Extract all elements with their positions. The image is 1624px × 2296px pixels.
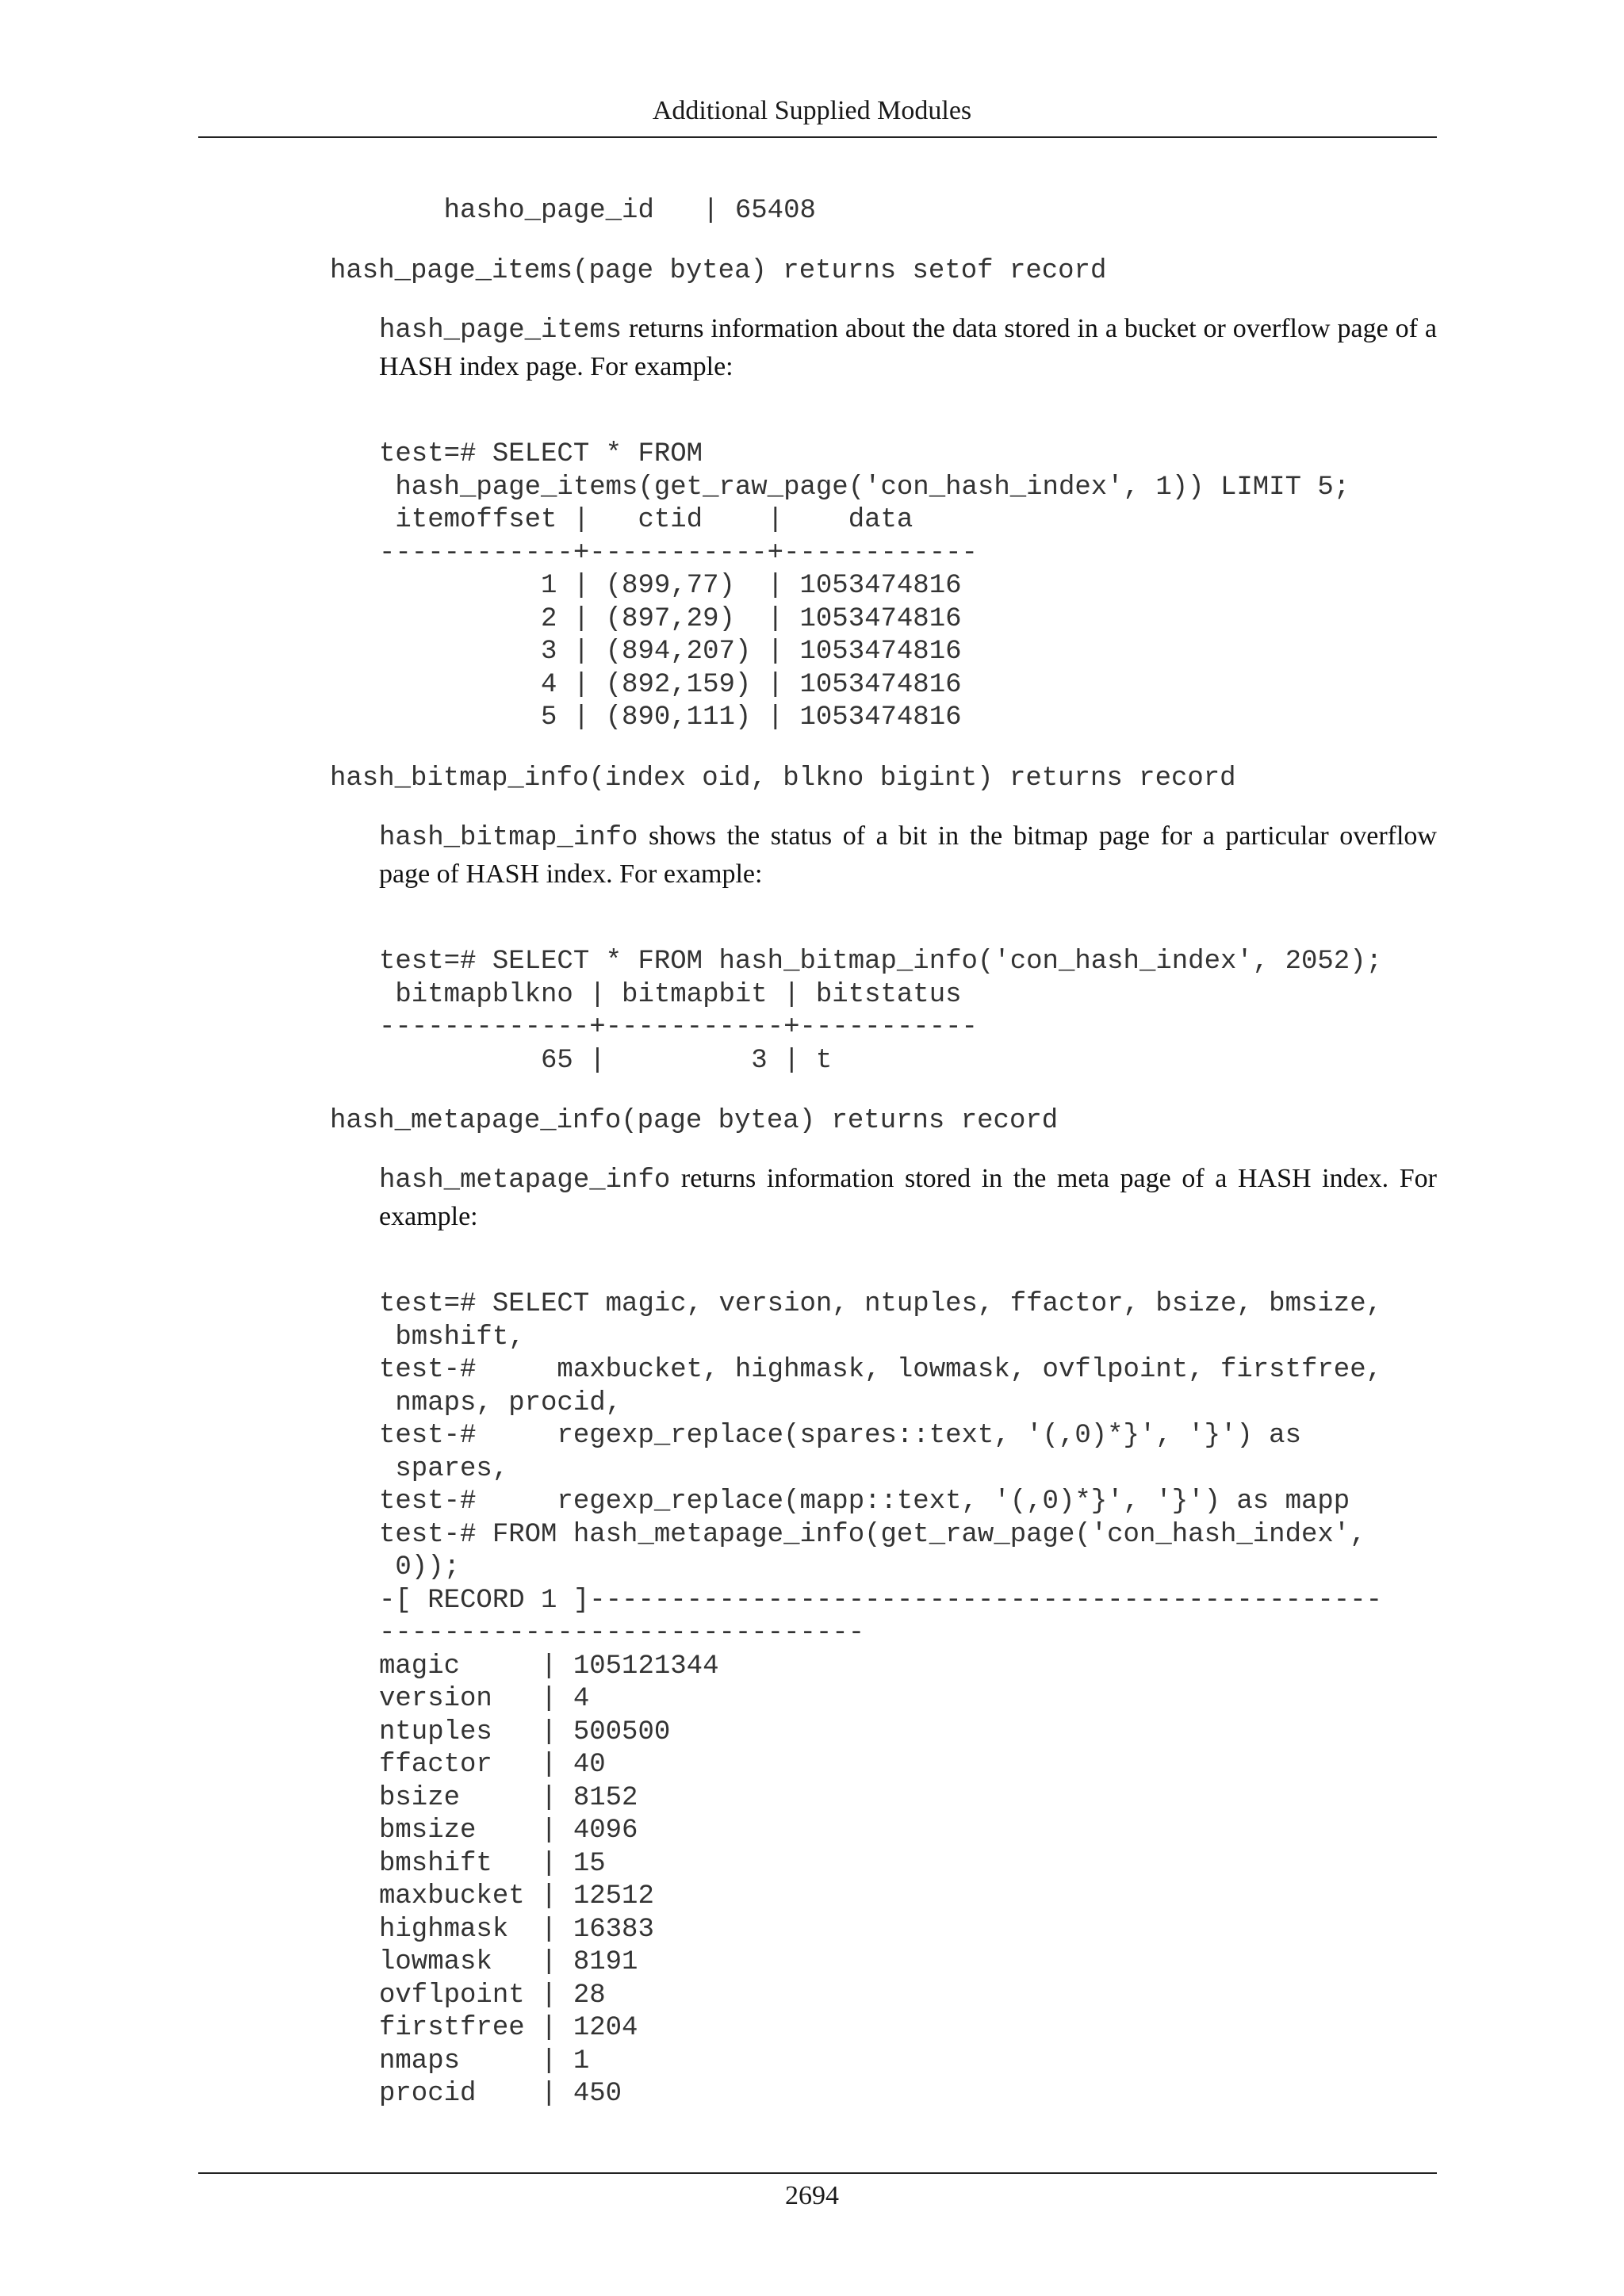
code-line: 65 | 3 | t (379, 1045, 833, 1076)
running-header: Additional Supplied Modules (652, 96, 972, 125)
code-line: hash_page_items(get_raw_page('con_hash_index', 1)) LIMIT 5; (379, 472, 1350, 503)
code-line: 2 | (897,29) | 1053474816 (379, 603, 962, 634)
code-line: magic | 105121344 (379, 1651, 719, 1682)
code-line: -------------+-----------+----------- (379, 1012, 978, 1043)
code-line: nmaps | 1 (379, 2045, 590, 2076)
code-line: test=# SELECT * FROM (379, 439, 703, 469)
code-line: ntuples | 500500 (379, 1716, 671, 1747)
code-line: itemoffset | ctid | data (379, 505, 914, 535)
example-hash-bitmap-info (379, 946, 1442, 1077)
code-line: 0)); (379, 1552, 461, 1582)
inline-code: hash_page_items (379, 316, 622, 346)
code-line: test-# regexp_replace(spares::text, '(,0)*}', '}') as (379, 1421, 1301, 1451)
code-line: test-# regexp_replace(mapp::text, '(,0)*}', '}') as mapp (379, 1487, 1350, 1517)
code-line: lowmask | 8191 (379, 1947, 638, 1977)
code-line: firstfree | 1204 (379, 2013, 638, 2043)
code-line: hasho_page_id | 65408 (379, 196, 816, 226)
description-hash-bitmap-info (379, 818, 1437, 893)
top-output-block (379, 195, 1442, 228)
code-line: ovflpoint | 28 (379, 1980, 606, 2011)
example-hash-metapage-info (379, 1288, 1442, 2111)
inline-code: hash_metapage_info (379, 1165, 671, 1196)
code-line: ------------+-----------+------------ (379, 538, 978, 568)
code-line: spares, (379, 1453, 509, 1484)
code-line: bitmapblkno | bitmapbit | bitstatus (379, 979, 962, 1010)
example-hash-page-items (379, 438, 1442, 735)
code-line: ------------------------------ (379, 1618, 865, 1648)
description-text: returns information about the data stored in a bucket or overflow page of a HASH index page. For example: (379, 314, 1437, 381)
page-number: 2694 (785, 2181, 839, 2210)
code-line: maxbucket | 12512 (379, 1881, 654, 1911)
function-signature-hash-page-items: hash_page_items(page bytea) returns setof record (330, 256, 1107, 286)
description-text: shows the status of a bit in the bitmap page for a particular overflow page of HASH index. For example: (379, 821, 1437, 889)
code-line: bsize | 8152 (379, 1782, 638, 1813)
code-line: bmshift | 15 (379, 1848, 606, 1879)
function-signature-hash-metapage-info: hash_metapage_info(page bytea) returns record (330, 1106, 1059, 1136)
description-hash-page-items (379, 311, 1437, 385)
header-rule (198, 136, 1437, 138)
code-line: test=# SELECT * FROM hash_bitmap_info('con_hash_index', 2052); (379, 947, 1383, 977)
code-line: test-# maxbucket, highmask, lowmask, ovflpoint, firstfree, (379, 1355, 1383, 1385)
code-line: test=# SELECT magic, version, ntuples, ffactor, bsize, bmsize, (379, 1289, 1383, 1319)
code-line: 1 | (899,77) | 1053474816 (379, 571, 962, 601)
code-line: test-# FROM hash_metapage_info(get_raw_page('con_hash_index', (379, 1519, 1366, 1550)
code-line: bmshift, (379, 1322, 525, 1353)
function-signature-hash-bitmap-info: hash_bitmap_info(index oid, blkno bigint) returns record (330, 763, 1236, 794)
code-line: 4 | (892,159) | 1053474816 (379, 669, 962, 700)
code-line: 3 | (894,207) | 1053474816 (379, 637, 962, 667)
code-line: 5 | (890,111) | 1053474816 (379, 702, 962, 733)
code-line: nmaps, procid, (379, 1387, 622, 1418)
code-line: -[ RECORD 1 ]------------------------------------------------- (379, 1585, 1383, 1616)
code-line: procid | 450 (379, 2079, 622, 2109)
inline-code: hash_bitmap_info (379, 823, 638, 853)
code-line: highmask | 16383 (379, 1914, 654, 1945)
code-line: version | 4 (379, 1684, 590, 1714)
code-line: ffactor | 40 (379, 1750, 606, 1780)
code-line: bmsize | 4096 (379, 1816, 638, 1846)
description-hash-metapage-info (379, 1161, 1437, 1235)
description-text: returns information stored in the meta page of a HASH index. For example: (379, 1164, 1437, 1231)
footer-rule (198, 2172, 1437, 2174)
